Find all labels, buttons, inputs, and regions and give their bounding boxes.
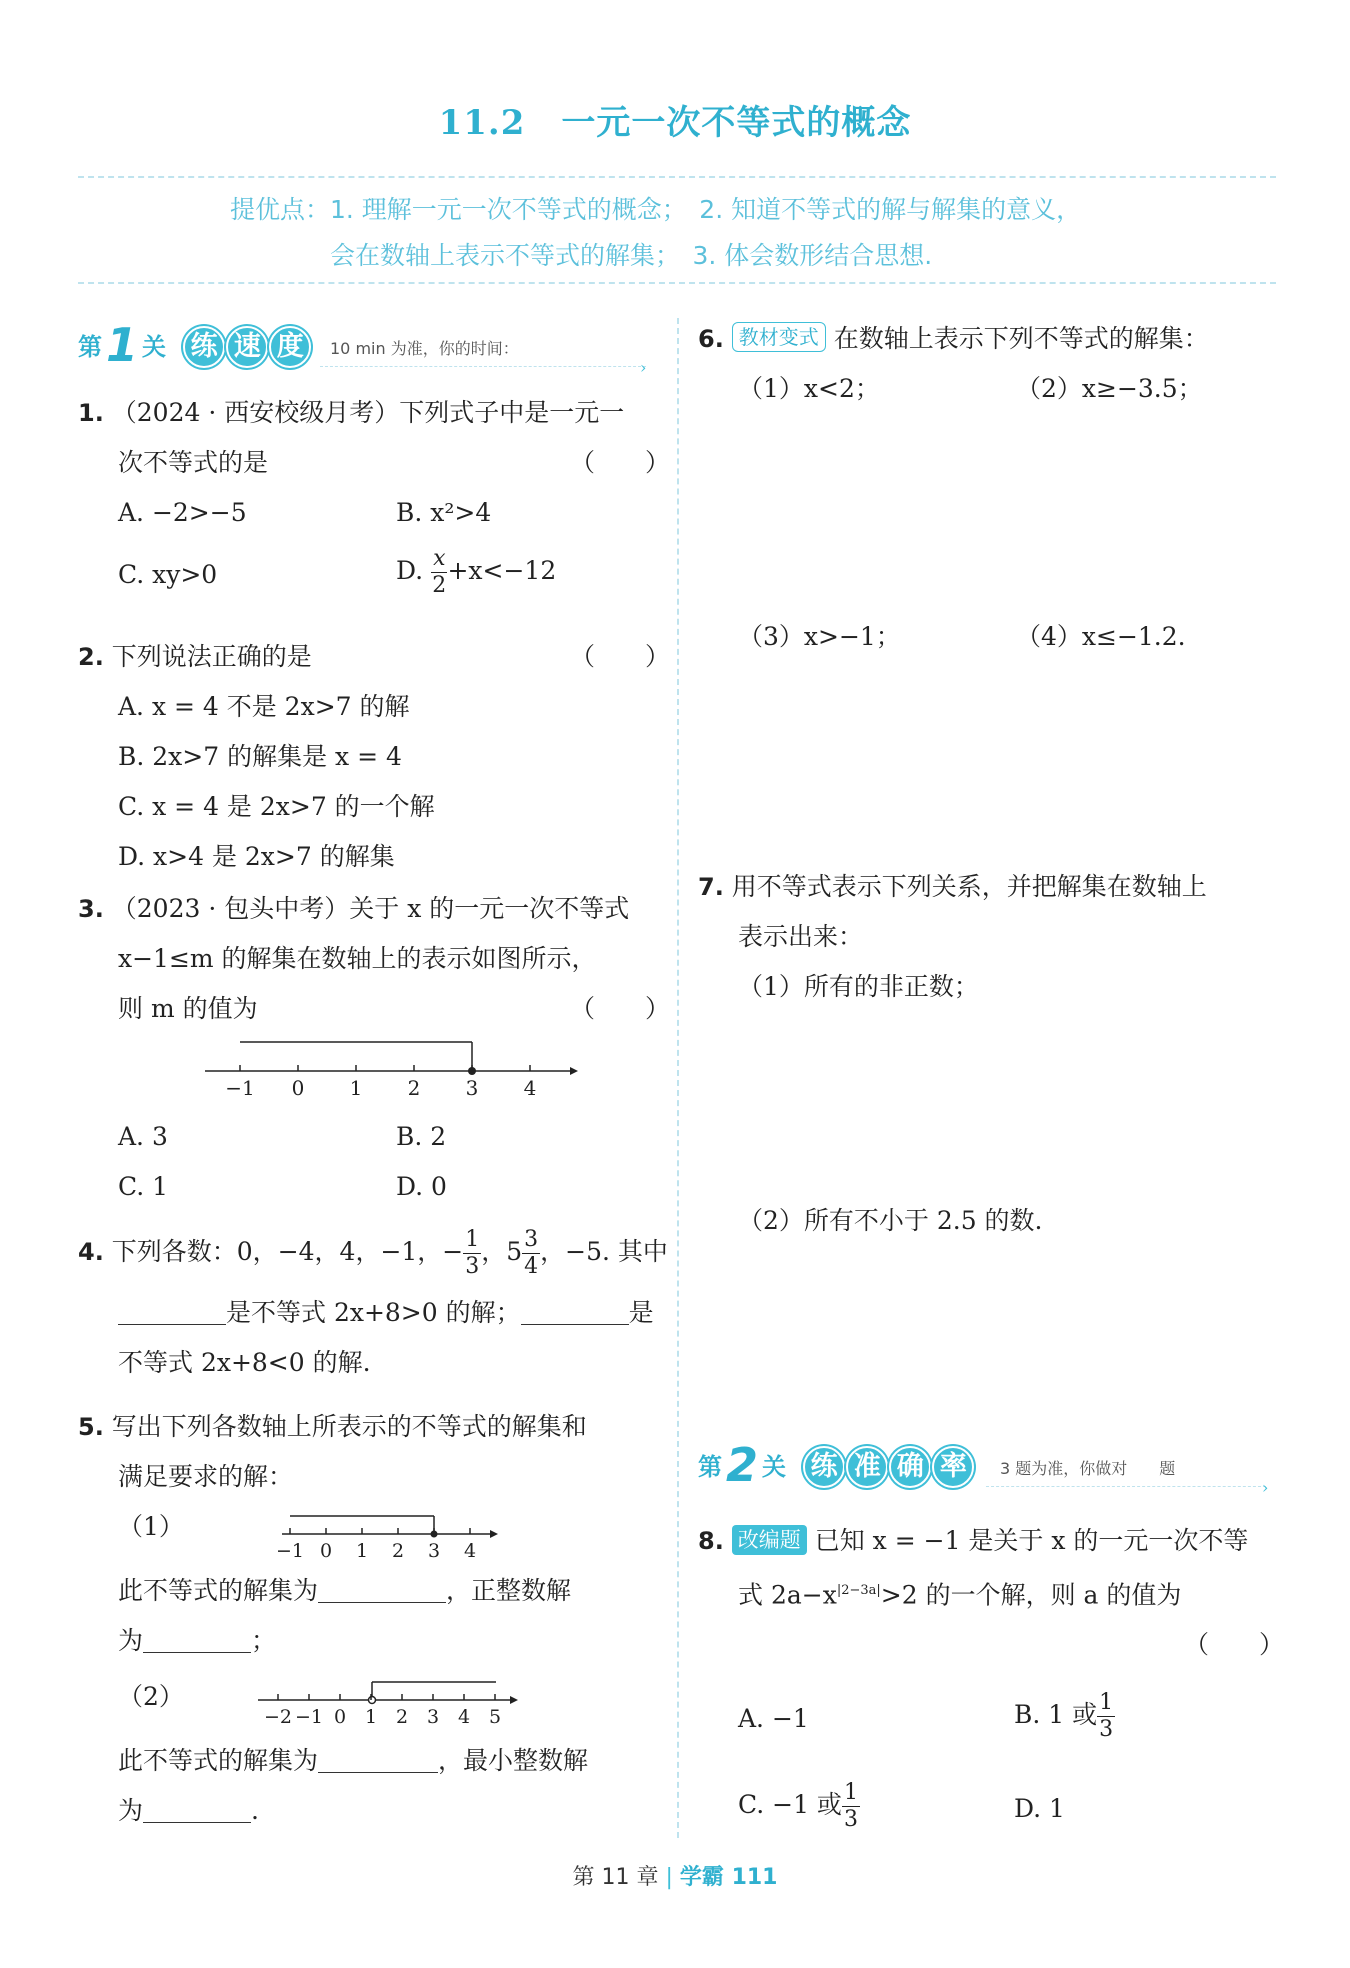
section-2-char: 确 xyxy=(889,1446,931,1488)
question-5-part-2: 此不等式的解集为 ，最小整数解 为 . xyxy=(118,1746,589,1825)
number-line-q3 xyxy=(200,1035,580,1105)
question-3: 3. （2023 · 包头中考）关于 x 的一元一次不等式 x−1≤m 的解集在数轴上的表示如图所示， 则 m 的值为 （ ） xyxy=(78,894,671,1023)
section-1-char: 速 xyxy=(226,326,268,368)
question-5-part-2-label: （2） xyxy=(118,1682,184,1711)
divider xyxy=(78,176,1276,178)
question-3-options: A. 3 B. 2 C. 1 D. 0 xyxy=(118,1122,447,1201)
question-8: 8. 改编题 已知 x = −1 是关于 x 的一元一次不等 式 $2a-x^{|2-3a|}>2$ 的一个解，则 a 的值为 （ ） xyxy=(698,1526,1285,1660)
page-title xyxy=(0,95,1350,144)
section-1-char: 练 xyxy=(183,326,225,368)
section-1-note: 10 min 为准，你的时间： xyxy=(330,339,519,358)
tick-label: −1 xyxy=(294,1706,324,1728)
arrow-icon: › xyxy=(640,358,647,377)
tick-label: 3 xyxy=(426,1706,440,1728)
tick-label: 4 xyxy=(523,1076,537,1100)
tick-label: 0 xyxy=(291,1076,305,1100)
question-5-part-1: 此不等式的解集为 ，正整数解 为 ； xyxy=(118,1576,572,1655)
tick-label: 0 xyxy=(333,1706,347,1728)
tag-textbook-variant: 教材变式 xyxy=(732,322,826,352)
column-divider xyxy=(677,318,679,1838)
section-2-note: 3 题为准，你做对 题 xyxy=(1000,1459,1176,1478)
section-2-char: 练 xyxy=(803,1446,845,1488)
question-2: 2. 下列说法正确的是 （ ） A. x = 4 不是 2x>7 的解 B. 2x>7 的解集是 x = 4 C. x = 4 是 2x>7 的一个解 D. x>4 是 2x>7 的解集 xyxy=(78,642,671,871)
tick-label: 2 xyxy=(391,1540,405,1562)
question-6-parts: （3）x>−1； （4）x≤−1.2. xyxy=(738,622,1186,651)
question-5: 5. 写出下列各数轴上所表示的不等式的解集和 满足要求的解： （1） xyxy=(78,1412,587,1541)
tick-label: 2 xyxy=(407,1076,421,1100)
tick-label: 1 xyxy=(364,1706,378,1728)
divider xyxy=(986,1486,1266,1487)
tick-label: 3 xyxy=(427,1540,441,1562)
question-4: 4. 下列各数：0，−4，4，−1，− $\frac{1}{3}$ ，5 $\frac{3}{4}$ ，−5. 其中 是不等式 2x+8>0 的解； 是 不等式 2x+8<0 的解. xyxy=(78,1227,668,1377)
tick-label: 4 xyxy=(457,1706,471,1728)
tick-label: −2 xyxy=(263,1706,293,1728)
section-2-char: 率 xyxy=(932,1446,974,1488)
goals-line-1: 提优点：1. 理解一元一次不等式的概念； 2. 知道不等式的解与解集的意义， xyxy=(230,195,1082,224)
section-1-char: 度 xyxy=(269,326,311,368)
question-1: 1. （2024 · 西安校级月考）下列式子中是一元一 次不等式的是 （ ） A. −2>−5 B. x²>4 C. xy>0 D. $\frac{x}{2}$ +x<−12 xyxy=(78,398,671,598)
section-title: 一元一次不等式的概念 xyxy=(561,103,912,143)
tick-label: 2 xyxy=(395,1706,409,1728)
section-2-header: 第2 关 练 准 确 率 xyxy=(698,1438,970,1492)
question-7: 7. 用不等式表示下列关系，并把解集在数轴上 表示出来： （1）所有的非正数； xyxy=(698,872,1207,1001)
tick-label: 4 xyxy=(463,1540,477,1562)
divider xyxy=(78,282,1276,284)
question-8-options: A. −1 B. 1 或 $\frac{1}{3}$ C. −1 或 $\frac{1}{3}$ D. 1 xyxy=(738,1690,1114,1832)
number-line-q5-1 xyxy=(275,1508,510,1562)
tick-label: 1 xyxy=(355,1540,369,1562)
question-7-part-2: （2）所有不小于 2.5 的数. xyxy=(738,1206,1043,1235)
divider xyxy=(320,366,646,367)
number-line-q5-2 xyxy=(256,1674,526,1728)
tick-label: −1 xyxy=(225,1076,255,1100)
tick-label: 1 xyxy=(349,1076,363,1100)
tick-label: −1 xyxy=(275,1540,305,1562)
tag-adapted: 改编题 xyxy=(732,1525,807,1555)
section-1-header: 第1 关 练 速 度 xyxy=(78,318,307,372)
tick-label: 0 xyxy=(319,1540,333,1562)
tick-label: 5 xyxy=(488,1706,502,1728)
section-number: 11.2 xyxy=(438,103,526,143)
arrow-icon: › xyxy=(1262,1478,1269,1497)
question-6: 6. 教材变式 在数轴上表示下列不等式的解集： （1）x<2； （2）x≥−3.5； xyxy=(698,324,1209,403)
goals-line-2: 会在数轴上表示不等式的解集； 3. 体会数形结合思想. xyxy=(330,241,933,270)
section-2-char: 准 xyxy=(846,1446,888,1488)
tick-label: 3 xyxy=(465,1076,479,1100)
page-footer: 第 11 章 | 学霸 111 xyxy=(572,1865,778,1890)
